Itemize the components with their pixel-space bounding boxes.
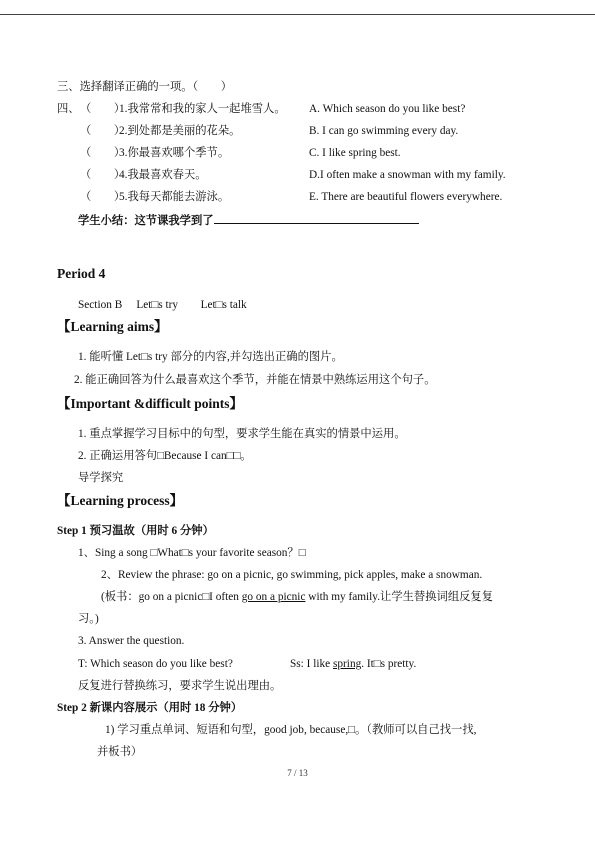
aim-2: 2. 能正确回答为什么最喜欢这个季节，并能在情景中熟练运用这个句子。 (74, 374, 436, 386)
aim-1: 1. 能听懂 Let□s try 部分的内容,并勾选出正确的图片。 (78, 351, 343, 363)
match-en-5: E. There are beautiful flowers everywhere. (309, 191, 503, 203)
summary-blank (214, 212, 419, 224)
step1-answer: 3. Answer the question. (78, 635, 185, 647)
guide-text: 导学探究 (78, 472, 124, 484)
process-heading: 【Learning process】 (57, 493, 184, 508)
section-four-label: 四、 (57, 103, 80, 115)
step2-board: 并板书） (97, 746, 143, 758)
period-title: Period 4 (57, 266, 106, 281)
section-line: Section B Let□s try Let□s talk (78, 299, 247, 311)
match-cn-3: 3.你最喜欢哪个季节。 (119, 147, 230, 159)
match-cn-4: 4.我最喜欢春天。 (119, 169, 207, 181)
match-en-2: B. I can go swimming every day. (309, 125, 459, 137)
match-cn-1: 1.我常常和我的家人一起堆雪人。 (119, 103, 286, 115)
step1-students-line (290, 657, 416, 671)
board-text-a: (板书：go on a picnic□I often (101, 591, 242, 603)
top-rule (0, 14, 595, 15)
step1-repeat: 反复进行替换练习，要求学生说出理由。 (78, 680, 282, 692)
summary-label: 学生小结：这节课我学到了 (78, 215, 214, 227)
ss-underlined: spring (333, 658, 362, 670)
step1-teacher-line: T: Which season do you like best? (78, 658, 233, 670)
match-paren-5: （ ） (80, 191, 126, 203)
page-number: 7 / 13 (287, 768, 308, 778)
match-paren-2: （ ） (80, 125, 126, 137)
match-paren-1: （ ） (80, 103, 126, 115)
ss-text-a: Ss: I like (290, 658, 333, 670)
point-1: 1. 重点掌握学习目标中的句型，要求学生能在真实的情景中运用。 (78, 428, 406, 440)
student-summary (78, 212, 419, 228)
point-2: 2. 正确运用答句□Because I can□□。 (78, 450, 252, 462)
match-paren-4: （ ） (80, 169, 126, 181)
match-cn-5: 5.我每天都能去游泳。 (119, 191, 230, 203)
ss-text-b: . It□s pretty. (361, 658, 417, 670)
match-en-4: D.I often make a snowman with my family. (309, 169, 506, 181)
step-2-heading: Step 2 新课内容展示（用时 18 分钟） (57, 702, 243, 714)
step1-board (101, 590, 493, 604)
step1-review: 2、Review the phrase: go on a picnic, go swimming, pick apples, make a snowman. (101, 569, 483, 581)
match-paren-3: （ ） (80, 147, 126, 159)
important-heading: 【Important &difficult points】 (57, 396, 244, 411)
match-en-3: C. I like spring best. (309, 147, 401, 159)
board-text-b: with my family.让学生替换词组反复复 (305, 591, 494, 603)
match-en-1: A. Which season do you like best? (309, 103, 466, 115)
step-1-heading: Step 1 预习温故（用时 6 分钟） (57, 525, 214, 537)
step2-learn: 1) 学习重点单词、短语和句型，good job, because,□。（教师可以自己找一找, (105, 724, 477, 736)
board-underlined: go on a picnic (241, 591, 306, 603)
step1-sing: 1、Sing a song □What□s your favorite season？□ (78, 547, 306, 559)
match-cn-2: 2.到处都是美丽的花朵。 (119, 125, 241, 137)
section-three: 三、选择翻译正确的一项。（ ） (57, 81, 233, 93)
step1-board-cont: 习。) (78, 613, 99, 625)
learning-aims-heading: 【Learning aims】 (57, 319, 168, 334)
